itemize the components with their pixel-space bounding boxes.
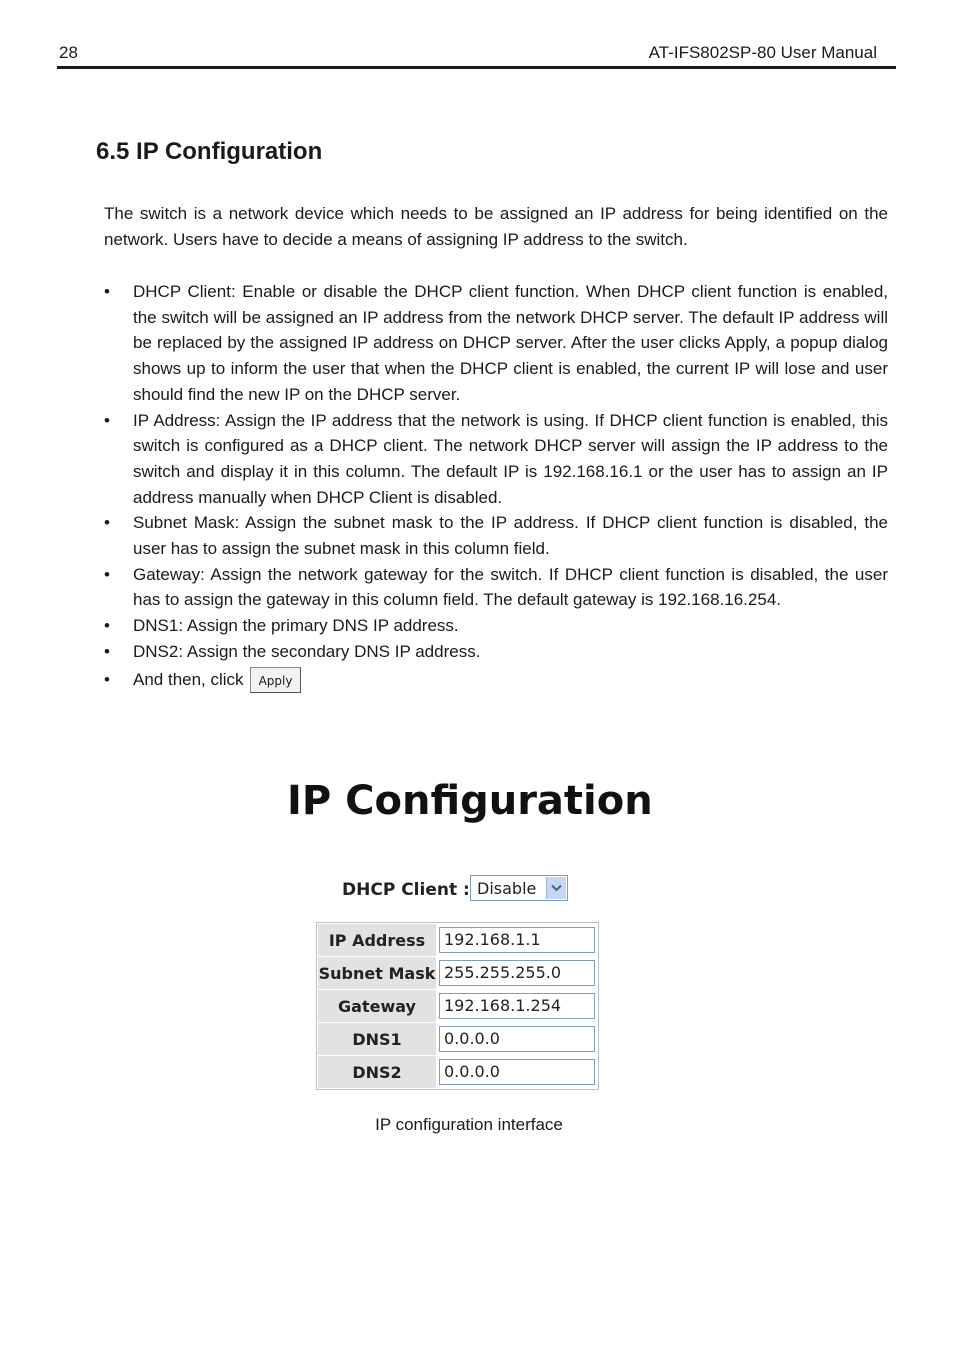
bullet-symbol: •	[104, 641, 110, 661]
chevron-down-icon-glyph	[551, 884, 562, 892]
chevron-down-icon[interactable]	[546, 877, 566, 899]
bullet-text: DNS1: Assign the primary DNS IP address.	[133, 616, 459, 636]
ip-address-cell	[437, 924, 597, 956]
manual-title: AT-IFS802SP-80 User Manual	[648, 43, 877, 62]
dns1-label: DNS1	[318, 1023, 436, 1055]
subnet-mask-label: Subnet Mask	[318, 957, 436, 989]
dns1-cell	[437, 1023, 597, 1055]
table-row	[318, 990, 597, 1022]
dhcp-client-select[interactable]	[470, 875, 568, 901]
bullet-list	[104, 279, 888, 693]
list-item	[104, 562, 888, 613]
table-row	[318, 1023, 597, 1055]
bullet-symbol: •	[104, 616, 110, 636]
table-row	[318, 957, 597, 989]
bullet-symbol: •	[104, 282, 110, 301]
section-heading: 6.5 IP Configuration	[96, 138, 323, 165]
subnet-mask-cell	[437, 957, 597, 989]
bullet-symbol: •	[104, 513, 110, 533]
table-row	[318, 1056, 597, 1088]
dhcp-client-label: DHCP Client :	[342, 880, 470, 900]
subnet-mask-input[interactable]: 255.255.255.0	[439, 960, 595, 986]
list-item	[104, 510, 888, 561]
dns2-label: DNS2	[318, 1056, 436, 1088]
bullet-text: IP Address: Assign the IP address that the network is using. If DHCP client function is enabled, this switch is configured as a DHCP client. The network DHCP server will assign the IP address to the switch and display it in this column. The default IP is 192.168.16.1 or the user has to assign an IP address manually when DHCP Client is disabled.	[133, 410, 888, 507]
bullet-symbol: •	[104, 410, 110, 430]
bullet-symbol: •	[104, 564, 110, 584]
gateway-input[interactable]: 192.168.1.254	[439, 993, 595, 1019]
list-item	[104, 639, 888, 665]
bullet-symbol: •	[104, 669, 110, 689]
table-row	[318, 924, 597, 956]
bullet-text: Subnet Mask: Assign the subnet mask to the IP address. If DHCP client function is disabled, the user has to assign the subnet mask in this column field.	[133, 513, 888, 559]
gateway-cell	[437, 990, 597, 1022]
figure-caption: IP configuration interface	[375, 1115, 563, 1134]
bullet-text: DHCP Client: Enable or disable the DHCP client function. When DHCP client function is enabled, the switch will be assigned an IP address from the network DHCP server. The default IP address will be replaced by the assigned IP address on DHCP server. After the user clicks Apply, a popup dialog shows up to inform the user that when the DHCP client is enabled, the current IP will lose and user should find the new IP on the DHCP server.	[133, 282, 888, 404]
page-number: 28	[59, 43, 78, 62]
ip-address-label: IP Address	[318, 924, 436, 956]
apply-button[interactable]: Apply	[250, 667, 302, 693]
dns1-input[interactable]: 0.0.0.0	[439, 1026, 595, 1052]
ip-settings-table	[316, 922, 599, 1090]
gateway-label: Gateway	[318, 990, 436, 1022]
dhcp-client-value: Disable	[477, 879, 537, 898]
header-divider	[57, 66, 896, 69]
ip-address-input[interactable]: 192.168.1.1	[439, 927, 595, 953]
list-item	[104, 667, 888, 694]
bullet-text: Gateway: Assign the network gateway for the switch. If DHCP client function is disabled, the user has to assign the gateway in this column field. The default gateway is 192.168.16.254.	[133, 564, 888, 610]
bullet-text: DNS2: Assign the secondary DNS IP address.	[133, 641, 481, 661]
list-item	[104, 613, 888, 639]
dns2-cell	[437, 1056, 597, 1088]
bullet-text: And then, click	[133, 669, 244, 689]
list-item	[104, 279, 888, 408]
screenshot-title: IP Configuration	[287, 778, 653, 824]
intro-paragraph: The switch is a network device which needs to be assigned an IP address for being identified on the network. Users have to decide a means of assigning IP address to the switch.	[104, 204, 888, 249]
dns2-input[interactable]: 0.0.0.0	[439, 1059, 595, 1085]
list-item	[104, 408, 888, 511]
